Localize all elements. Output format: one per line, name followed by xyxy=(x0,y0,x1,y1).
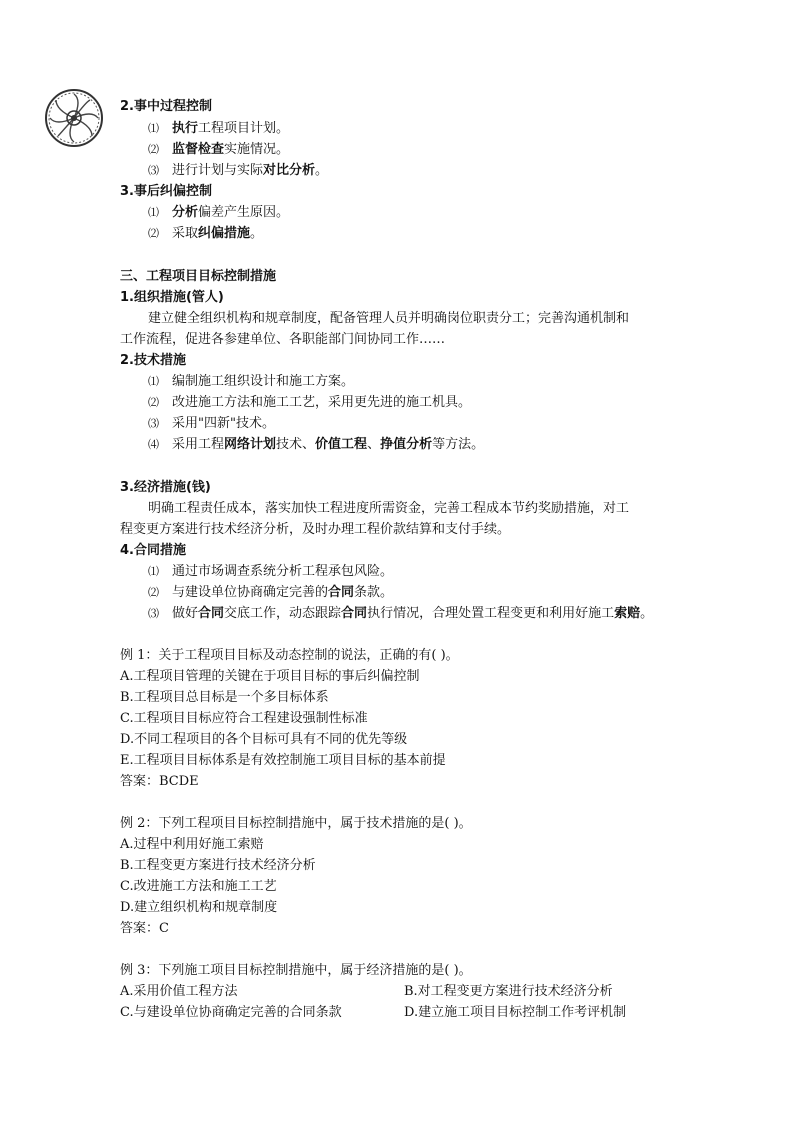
option-a: A.工程项目管理的关键在于项目目标的事后纠偏控制 xyxy=(120,669,420,684)
list-item: ⑴ 编制施工组织设计和施工方案。 xyxy=(148,374,355,389)
option-a: A.过程中利用好施工索赔 xyxy=(120,837,264,852)
paragraph-line: 建立健全组织机构和规章制度，配备管理人员并明确岗位职责分工；完善沟通机制和 xyxy=(148,311,630,326)
list-item: ⑷ 采用工程网络计划技术、价值工程、挣值分析等方法。 xyxy=(148,437,485,452)
list-item: ⑶ 做好合同交底工作，动态跟踪合同执行情况，合理处置工程变更和利用好施工索赔。 xyxy=(148,606,654,621)
option-c: C.工程项目目标应符合工程建设强制性标准 xyxy=(120,711,368,726)
heading-s2: 2.事中过程控制 xyxy=(120,99,212,114)
section-title: 三、工程项目目标控制措施 xyxy=(120,269,277,284)
rosette-logo-icon xyxy=(44,88,104,148)
list-item: ⑴ 通过市场调查系统分析工程承包风险。 xyxy=(148,564,394,579)
option-b: B.工程变更方案进行技术经济分析 xyxy=(120,858,316,873)
option-a: A.采用价值工程方法 xyxy=(120,984,238,999)
list-item: ⑵ 改进施工方法和施工工艺，采用更先进的施工机具。 xyxy=(148,395,472,410)
list-item: ⑴ 分析偏差产生原因。 xyxy=(148,205,290,220)
paragraph-line: 明确工程责任成本，落实加快工程进度所需资金，完善工程成本节约奖励措施，对工 xyxy=(148,501,630,516)
option-b: B.工程项目总目标是一个多目标体系 xyxy=(120,690,329,705)
heading-contract: 4.合同措施 xyxy=(120,543,186,558)
list-item: ⑶ 进行计划与实际对比分析。 xyxy=(148,163,329,178)
question-3: 例 3：下列施工项目目标控制措施中，属于经济措施的是( )。 xyxy=(120,963,472,978)
heading-s3: 3.事后纠偏控制 xyxy=(120,184,212,199)
option-c: C.改进施工方法和施工工艺 xyxy=(120,879,277,894)
heading-org: 1.组织措施(管人) xyxy=(120,290,224,305)
question-2: 例 2：下列工程项目目标控制措施中，属于技术措施的是( )。 xyxy=(120,816,472,831)
list-item: ⑵ 采取纠偏措施。 xyxy=(148,226,264,241)
answer-1: 答案：BCDE xyxy=(120,774,199,789)
list-item: ⑵ 监督检查实施情况。 xyxy=(148,142,290,157)
heading-tech: 2.技术措施 xyxy=(120,353,186,368)
answer-2: 答案：C xyxy=(120,921,169,936)
option-d: D.不同工程项目的各个目标可具有不同的优先等级 xyxy=(120,732,408,747)
paragraph-line: 程变更方案进行技术经济分析，及时办理工程价款结算和支付手续。 xyxy=(120,522,511,537)
option-d: D.建立施工项目目标控制工作考评机制 xyxy=(404,1005,627,1020)
list-item: ⑶ 采用"四新"技术。 xyxy=(148,416,275,431)
list-item: ⑴ 执行工程项目计划。 xyxy=(148,121,290,136)
list-item: ⑵ 与建设单位协商确定完善的合同条款。 xyxy=(148,585,394,600)
option-e: E.工程项目目标体系是有效控制施工项目目标的基本前提 xyxy=(120,753,446,768)
option-d: D.建立组织机构和规章制度 xyxy=(120,900,278,915)
option-c: C.与建设单位协商确定完善的合同条款 xyxy=(120,1005,342,1020)
paragraph-line: 工作流程，促进各参建单位、各职能部门间协同工作…… xyxy=(120,332,446,347)
option-b: B.对工程变更方案进行技术经济分析 xyxy=(404,984,613,999)
question-1: 例 1：关于工程项目目标及动态控制的说法，正确的有( )。 xyxy=(120,648,459,663)
heading-econ: 3.经济措施(钱) xyxy=(120,480,211,495)
